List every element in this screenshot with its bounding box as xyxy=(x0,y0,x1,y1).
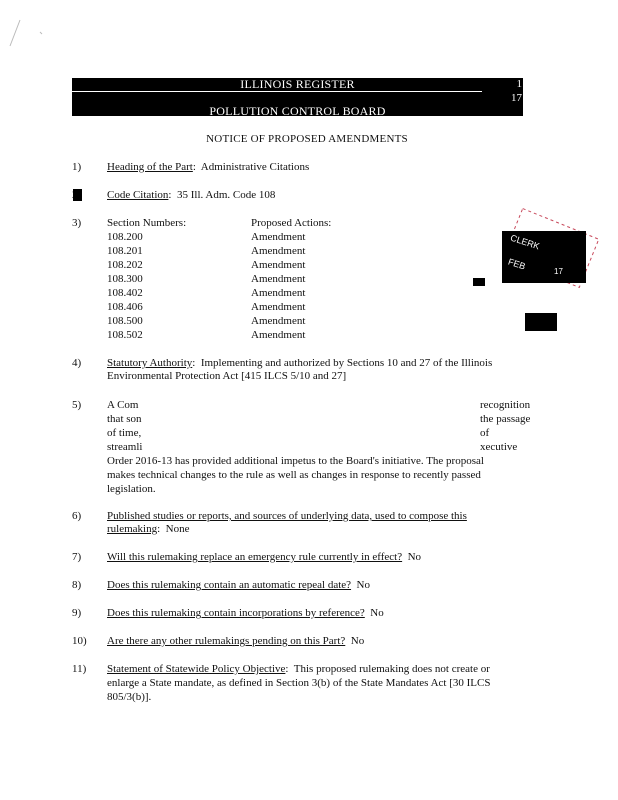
item-value: No xyxy=(370,607,384,619)
proposed-action: Amendment xyxy=(251,315,306,327)
item-4-line2: Environmental Protection Act [415 ILCS 5/10 and 27] xyxy=(107,370,347,382)
item-5-fragment: A Com xyxy=(107,399,139,411)
proposed-action: Amendment xyxy=(251,231,306,243)
proposed-actions-header: Proposed Actions: xyxy=(251,217,332,229)
page-number: 17 xyxy=(511,92,522,104)
item-value: No xyxy=(356,579,370,591)
item-5-fragment: of time, xyxy=(107,427,142,439)
item-5-fragment: xecutive xyxy=(480,441,518,453)
item-label: Does this rulemaking contain an automatic repeal date? xyxy=(107,579,352,591)
item-value: 35 Ill. Adm. Code 108 xyxy=(176,189,276,201)
item-label: rulemaking xyxy=(107,523,158,535)
stamp-month: FEB xyxy=(506,256,527,272)
item-4-line1: Statutory Authority: Implementing and authorized by Sections 10 and 27 of the Illinois xyxy=(107,357,493,369)
item-number: 6) xyxy=(72,510,82,522)
item-7-row xyxy=(107,551,421,564)
header-rule xyxy=(72,91,482,92)
item-value: None xyxy=(165,523,190,535)
item-value: Administrative Citations xyxy=(200,161,310,173)
stamp-clerk: CLERK xyxy=(509,232,541,252)
item-11-line1: Statement of Statewide Policy Objective: This proposed rulemaking does not create or xyxy=(107,663,490,675)
item-number: 1) xyxy=(72,161,82,173)
proposed-action: Amendment xyxy=(251,245,306,257)
section-number: 108.200 xyxy=(107,231,143,243)
item-11-line3: 805/3(b)]. xyxy=(107,691,152,703)
item-5-line7: legislation. xyxy=(107,483,156,495)
item-11-line2: enlarge a State mandate, as defined in Section 3(b) of the State Mandates Act [30 ILCS xyxy=(107,677,491,689)
item-label: Code Citation xyxy=(107,189,169,201)
section-number: 108.402 xyxy=(107,287,143,299)
section-number: 108.201 xyxy=(107,245,143,257)
item-text: This proposed rulemaking does not create or xyxy=(293,663,490,675)
redaction-mark xyxy=(73,189,82,201)
item-label: Will this rulemaking replace an emergency rule currently in effect? xyxy=(107,551,403,563)
volume-number: 1 xyxy=(516,78,522,90)
item-10-row xyxy=(107,635,364,648)
item-5-fragment: that son xyxy=(107,413,142,425)
item-number: 7) xyxy=(72,551,82,563)
item-6-line1: Published studies or reports, and sources of underlying data, used to compose this xyxy=(107,510,467,522)
item-5-fragment: the passage xyxy=(480,413,531,425)
item-label: Heading of the Part xyxy=(107,161,193,173)
item-6-line2: rulemaking: None xyxy=(107,523,190,535)
item-5-line6: makes technical changes to the rule as well as changes in response to recently passed xyxy=(107,469,481,481)
item-number: 11) xyxy=(72,663,87,675)
proposed-action: Amendment xyxy=(251,273,306,285)
item-number: 5) xyxy=(72,399,82,411)
scan-artifact-icon xyxy=(4,14,44,50)
section-number: 108.300 xyxy=(107,273,143,285)
item-5-fragment: of xyxy=(480,427,490,439)
received-stamp xyxy=(502,231,586,283)
notice-title: NOTICE OF PROPOSED AMENDMENTS xyxy=(206,133,408,145)
proposed-action: Amendment xyxy=(251,287,306,299)
item-1-row: Heading of the Part: Administrative Citations xyxy=(107,161,310,173)
proposed-action: Amendment xyxy=(251,329,306,341)
item-label: Statement of Statewide Policy Objective xyxy=(107,663,286,675)
section-number: 108.500 xyxy=(107,315,143,327)
item-number: 9) xyxy=(72,607,82,619)
item-9-row xyxy=(107,607,384,620)
proposed-action: Amendment xyxy=(251,301,306,313)
board-title: POLLUTION CONTROL BOARD xyxy=(209,104,386,118)
item-label: Does this rulemaking contain incorporations by reference? xyxy=(107,607,365,619)
stamp-day: 17 xyxy=(554,267,563,276)
item-label: Are there any other rulemakings pending on this Part? xyxy=(107,635,346,647)
item-5-fragment: streamli xyxy=(107,441,143,453)
item-label: Statutory Authority xyxy=(107,357,193,369)
item-2-row: Code Citation: 35 Ill. Adm. Code 108 xyxy=(107,189,276,201)
item-value: No xyxy=(407,551,422,563)
item-5-line5: Order 2016-13 has provided additional impetus to the Board's initiative. The proposal xyxy=(107,455,484,467)
item-number: 3) xyxy=(72,217,82,229)
item-number: 10) xyxy=(72,635,87,647)
scan-mark xyxy=(473,278,485,286)
item-5-fragment: recognition xyxy=(480,399,531,411)
section-number: 108.202 xyxy=(107,259,143,271)
item-number: 4) xyxy=(72,357,82,369)
scan-mark xyxy=(525,313,557,331)
section-number: 108.502 xyxy=(107,329,143,341)
register-title: ILLINOIS REGISTER xyxy=(240,77,355,91)
section-numbers-header: Section Numbers: xyxy=(107,217,187,229)
item-number: 8) xyxy=(72,579,82,591)
item-text: Implementing and authorized by Sections 10 and 27 of the Illinois xyxy=(200,357,493,369)
item-8-row xyxy=(107,579,370,592)
proposed-action: Amendment xyxy=(251,259,306,271)
item-value: No xyxy=(350,635,365,647)
section-number: 108.406 xyxy=(107,301,143,313)
